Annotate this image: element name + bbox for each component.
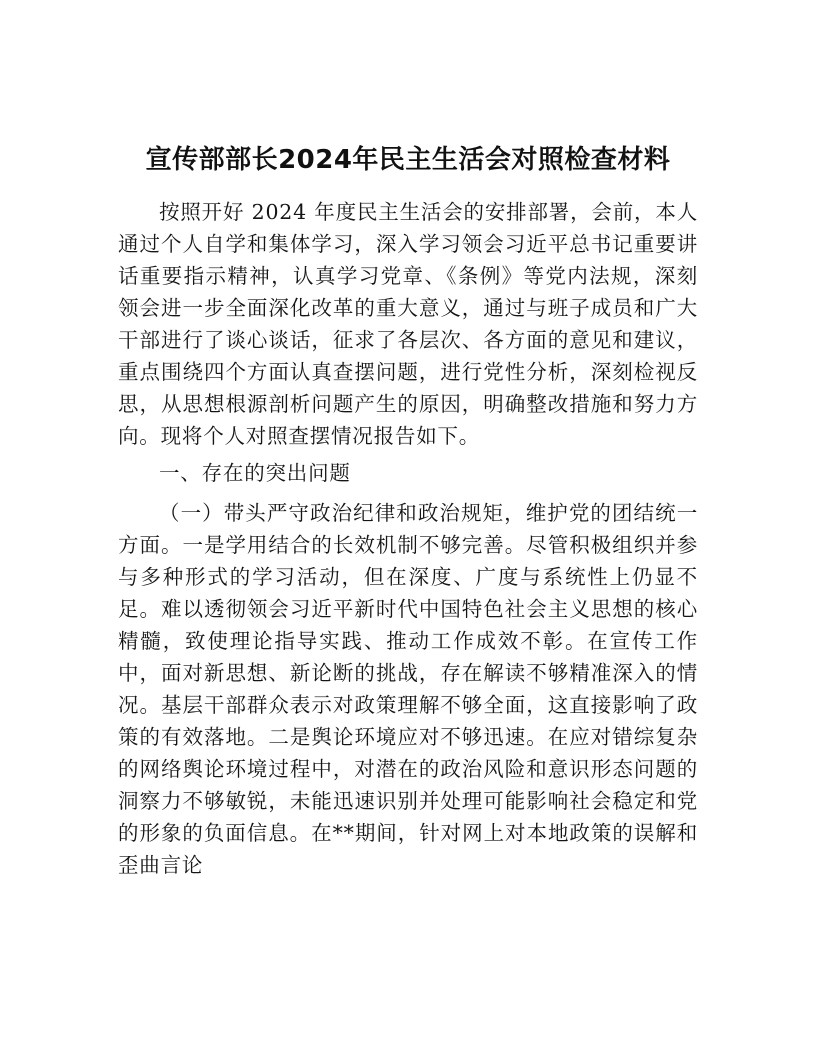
section-heading-problems: 一、存在的突出问题 xyxy=(159,461,351,485)
document-body xyxy=(118,196,698,881)
intro-paragraph: 按照开好 2024 年度民主生活会的安排部署，会前，本人通过个人自学和集体学习，深入学习领会习近平总书记重要讲话重要指示精神，认真学习党章、《条例》等党内法规，深刻领会进一步全面深化改革的重大意义，通过与班子成员和广大干部进行了谈心谈话，征求了各层次、各方面的意见和建议，重点围绕四个方面认真查摆问题，进行党性分析，深刻检视反思，从思想根源剖析问题产生的原因，明确整改措施和努力方向。现将个人对照查摆情况报告如下。 xyxy=(118,200,698,448)
subsection-paragraph-1: （一）带头严守政治纪律和政治规矩，维护党的团结统一方面。一是学用结合的长效机制不够完善。尽管积极组织并参与多种形式的学习活动，但在深度、广度与系统性上仍显不足。难以透彻领会习近平新时代中国特色社会主义思想的核心精髓，致使理论指导实践、推动工作成效不彰。在宣传工作中，面对新思想、新论断的挑战，存在解读不够精准深入的情况。基层干部群众表示对政策理解不够全面，这直接影响了政策的有效落地。二是舆论环境应对不够迅速。在应对错综复杂的网络舆论环境过程中，对潜在的政治风险和意识形态问题的洞察力不够敏锐，未能迅速识别并处理可能影响社会稳定和党的形象的负面信息。在**期间，针对网上对本地政策的误解和歪曲言论 xyxy=(118,501,698,877)
document-title: 宣传部部长2024年民主生活会对照检查材料 xyxy=(145,145,671,175)
